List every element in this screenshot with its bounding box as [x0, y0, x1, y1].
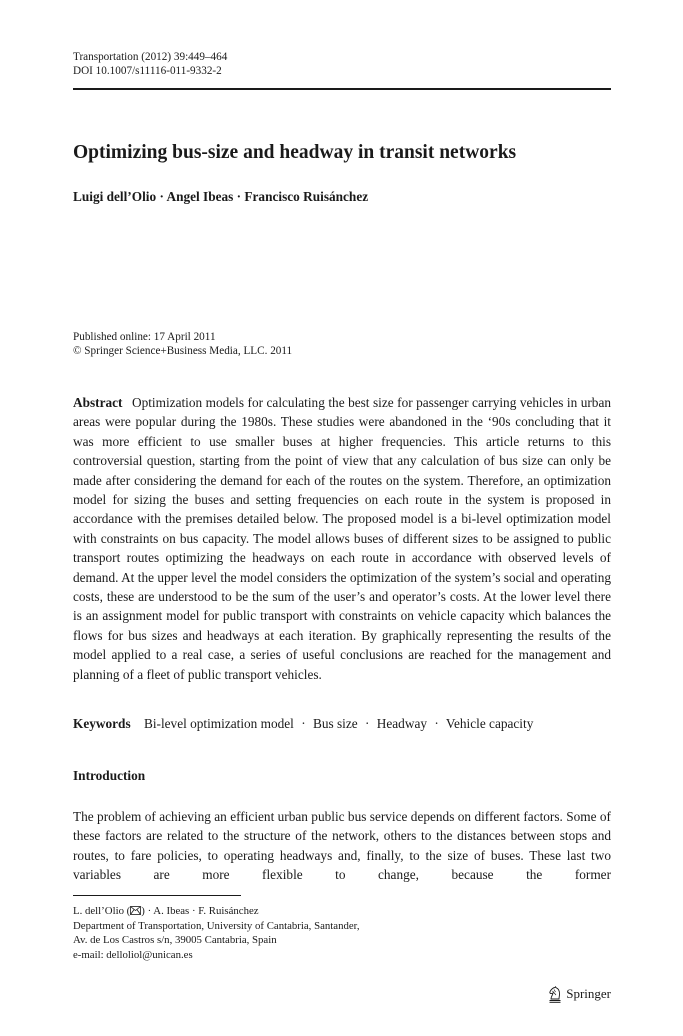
footnote-address: Av. de Los Castros s/n, 39005 Cantabria, Spain — [73, 934, 277, 947]
keyword-separator: · — [434, 716, 439, 731]
publisher-name: Springer — [566, 986, 611, 1001]
footnote-authors — [73, 904, 360, 919]
footnote-department: Department of Transportation, University of Cantabria, Santander, — [73, 919, 360, 932]
footnote-authors-suffix: ) · A. Ibeas · F. Ruisánchez — [141, 905, 259, 917]
section-heading-introduction: Introduction — [73, 768, 146, 783]
keywords — [73, 714, 533, 733]
keyword: Bi-level optimization model — [143, 716, 294, 731]
author-footnote — [73, 904, 360, 962]
publication-info — [73, 331, 292, 359]
footnote-rule — [73, 895, 241, 896]
article-title: Optimizing bus-size and headway in transit networks — [73, 142, 517, 163]
keyword-separator: · — [365, 716, 370, 731]
header-rule — [73, 88, 611, 90]
copyright-notice: © Springer Science+Business Media, LLC. 2011 — [73, 344, 293, 357]
envelope-icon — [130, 906, 141, 915]
abstract — [73, 393, 611, 684]
keywords-label: Keywords — [73, 716, 131, 731]
journal-citation: Transportation (2012) 39:449–464 — [73, 51, 228, 63]
article-authors: Luigi dell’Olio · Angel Ibeas · Francisco Ruisánchez — [73, 189, 369, 204]
footnote-email[interactable]: e-mail: delloliol@unican.es — [73, 948, 193, 961]
publisher-logo — [548, 985, 611, 1003]
footnote-authors-prefix: L. dell’Olio ( — [73, 905, 131, 917]
published-online-date: Published online: 17 April 2011 — [73, 331, 216, 343]
introduction-text: The problem of achieving an efficient urban public bus service depends on different factors. Some of these factors are related to the structure of the network, others to the distances between stops and routes, to fare policies, to operating headways and, finally, to the size of buses. These last two variables are more flexible to change, because the former — [73, 809, 611, 883]
journal-header — [73, 51, 227, 78]
chess-knight-icon — [548, 986, 562, 1003]
abstract-label: Abstract — [73, 395, 123, 410]
keyword: Bus size — [312, 716, 358, 731]
abstract-text: Optimization models for calculating the best size for passenger carrying vehicles in urban areas were popular during the 1980s. These studies were abandoned in the ‘90s concluding that it was more efficient to use smaller buses at higher frequencies. This article returns to this controversial question, starting from the point of view that any calculation of bus size can only be made after considering the demand for each of the routes on the system. Therefore, an optimization model for sizing the buses and setting frequencies on each route in the system is proposed in accordance with the premises detailed below. The proposed model is a bi-level optimization model with constraints on bus capacity. The model allows buses of different sizes to be assigned to public transport routes optimizing the headways on each route in accordance with observed levels of demand. At the upper level the model considers the optimization of the system’s social and operating costs, these are understood to be the sum of the user’s and operator’s costs. At the lower level there is an assignment model for public transport with constraints on vehicle capacity which balances the flows for bus sizes and headways at each iteration. By graphically representing the results of the model applied to a real case, a series of useful conclusions are reached for the management and planning of a fleet of public transport vehicles. — [73, 395, 611, 682]
keyword-separator: · — [301, 716, 306, 731]
keyword: Headway — [376, 716, 427, 731]
doi[interactable]: DOI 10.1007/s11116-011-9332-2 — [73, 64, 222, 77]
keyword: Vehicle capacity — [445, 716, 534, 731]
paper-page — [73, 0, 611, 1036]
